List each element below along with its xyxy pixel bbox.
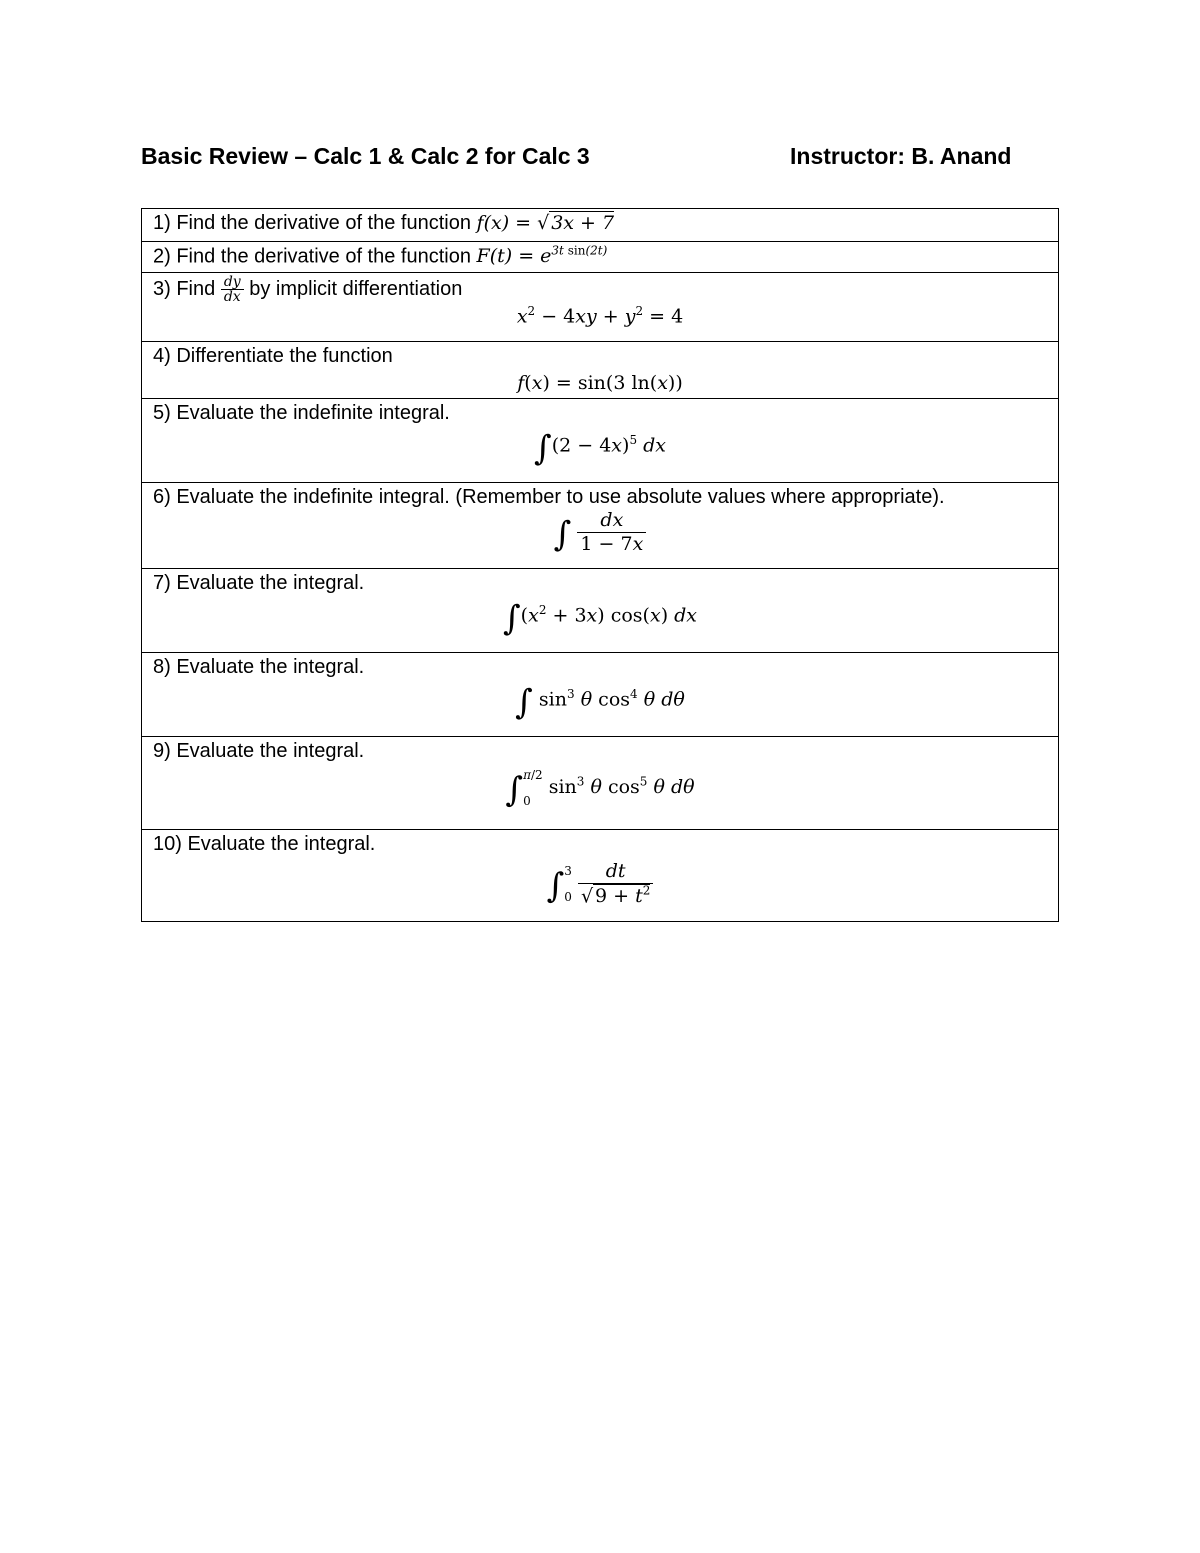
problem-9	[142, 737, 1059, 830]
problem-1-prompt: 1) Find the derivative of the function	[153, 212, 471, 234]
integral-sign: ∫	[533, 428, 552, 469]
dy-dx-fraction: $\frac{dy}{dx}$	[221, 275, 244, 304]
problem-10	[142, 830, 1059, 922]
problem-4	[142, 342, 1059, 399]
problem-1-equation: f(x) = √ 3x + 7	[476, 212, 615, 234]
problem-3-prompt: 3) Find $\frac{dy}{dx}$ by implicit differentiation	[153, 274, 463, 305]
problem-1	[142, 209, 1059, 242]
problem-8-equation: ∫ $\sin^3 \theta$ $\cos^4 \theta$ dθ	[515, 682, 685, 723]
problem-6-equation: ∫ $\frac{dx}{1 - 7x}$	[153, 509, 1047, 556]
problem-5-equation: $\int(2 - 4x)^5$ dx	[533, 428, 667, 469]
problem-8-prompt: 8) Evaluate the integral.	[153, 656, 365, 678]
problem-3	[142, 273, 1059, 342]
problem-8	[142, 653, 1059, 737]
integral-sign: ∫	[546, 865, 565, 906]
problem-10-prompt: 10) Evaluate the integral.	[153, 833, 376, 855]
problem-6-prompt: 6) Evaluate the indefinite integral. (Remember to use absolute values where appropriate).	[153, 486, 945, 508]
problem-9-equation: ∫ π/2 0 $\sin^3 \theta$ $\cos^5 \theta$ dθ	[505, 768, 695, 810]
problem-2-prompt: 2) Find the derivative of the function	[153, 245, 471, 268]
problem-5-prompt: 5) Evaluate the indefinite integral.	[153, 402, 450, 424]
problem-10-equation: ∫ 3 0 $\frac{dt}{√ 9 + t^2}$	[153, 860, 1047, 908]
problem-2-equation: $F(t) = e^{3t sin(2t)}$	[476, 244, 608, 268]
problem-4-equation: f(x) = sin(3 ln(x))	[517, 372, 683, 394]
instructor-name: Instructor: B. Anand	[790, 143, 1012, 169]
integral-sign: ∫	[502, 598, 521, 639]
problem-2	[142, 242, 1059, 273]
problem-3-equation: $x^2 - 4xy + y^2 = 4$	[516, 304, 684, 328]
problem-9-prompt: 9) Evaluate the integral.	[153, 740, 365, 762]
problem-4-prompt: 4) Differentiate the function	[153, 345, 393, 367]
problem-7-equation: $\int(x^2 + 3x)$ cos(x) dx	[502, 598, 698, 639]
problem-7	[142, 569, 1059, 653]
problem-7-prompt: 7) Evaluate the integral.	[153, 572, 365, 594]
integral-sign: ∫	[515, 682, 533, 723]
integral-sign: ∫	[505, 770, 524, 810]
problem-5	[142, 399, 1059, 483]
integral-sign: ∫	[553, 514, 572, 555]
problem-table	[141, 208, 1059, 922]
problem-6	[142, 483, 1059, 569]
page-title: Basic Review – Calc 1 & Calc 2 for Calc 3	[141, 143, 590, 169]
